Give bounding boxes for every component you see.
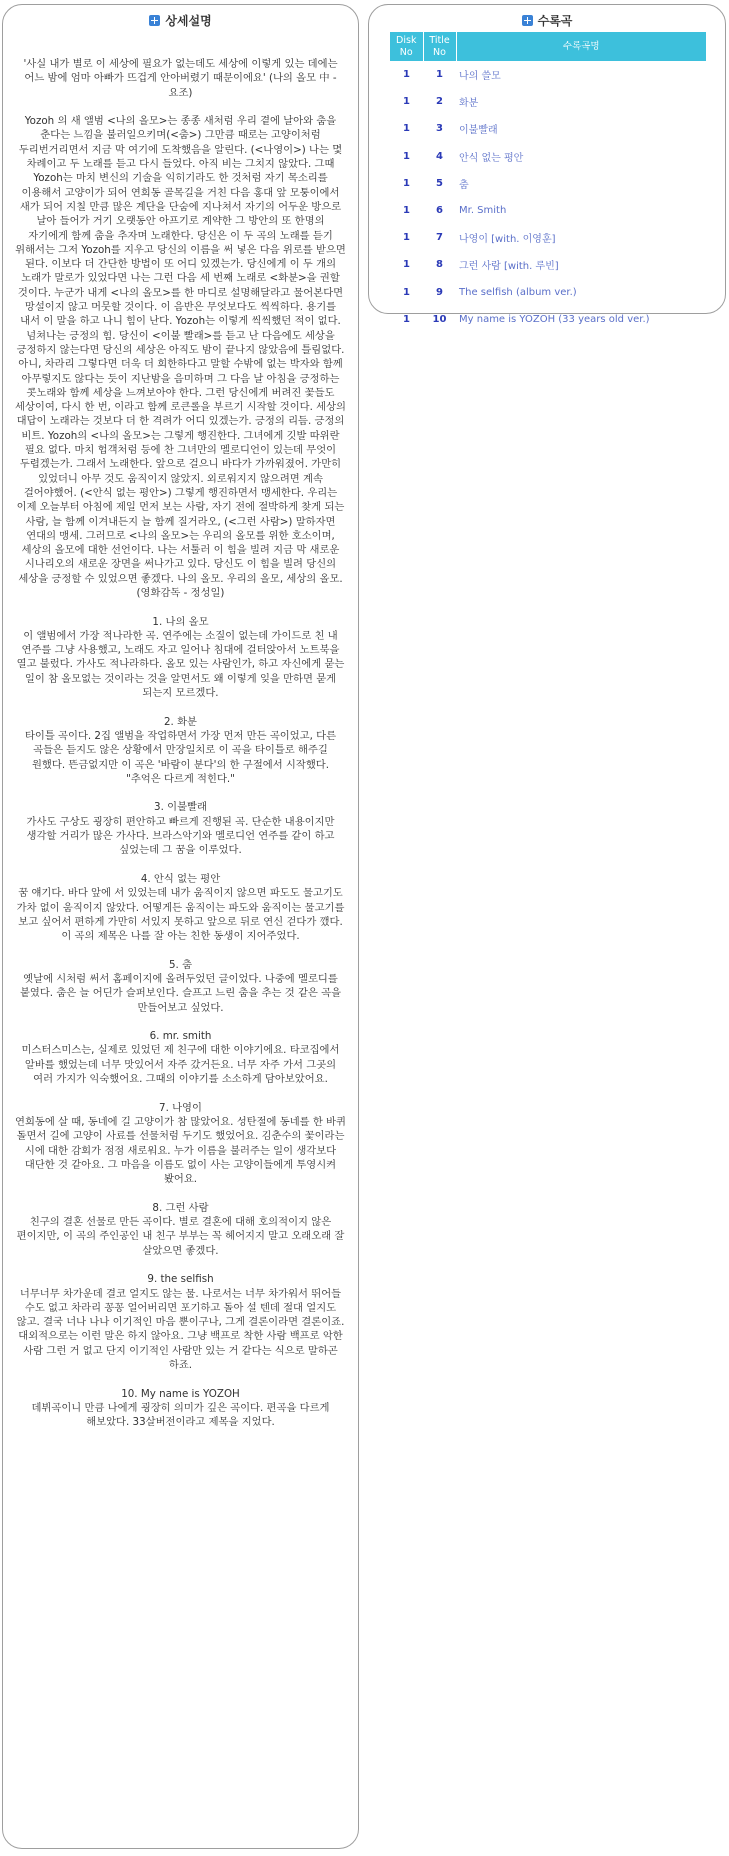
- track-row: [390, 88, 706, 115]
- track-title-no: 9: [436, 286, 443, 298]
- song-note-text: 옛날에 시처럼 써서 홈페이지에 올려두었던 글이었다. 나중에 멜로디를 붙였다. 춤은 늘 어딘가 슬퍼보인다. 슬프고 느린 춤을 추는 것 같은 곡을 만들어보고 싶었다.: [19, 973, 342, 1014]
- plus-square-icon: [149, 15, 160, 26]
- song-note-text: 미스터스미스는, 실제로 있었던 제 친구에 대한 이야기에요. 타코집에서 알바를 했었는데 너무 맛있어서 자주 갔거든요. 너무 자주 가서 그곳의 여러 가지가 익숙했어요. 그때의 이야기를 소소하게 담아보았어요.: [21, 1044, 340, 1086]
- tracklist-table: [390, 32, 706, 333]
- tracklist-header: [369, 12, 725, 30]
- description-title: 상세설명: [165, 14, 212, 28]
- track-row: [390, 115, 706, 142]
- description-intro: '사실 내가 별로 이 세상에 필요가 없는데도 세상에 이렇게 있는 데에는 어느 밤에 엄마 아빠가 뜨겁게 안아버렸기 때문이에요' (나의 올모 中 - 요조): [23, 58, 338, 99]
- tracklist-header-row: [390, 32, 706, 61]
- track-row: [390, 170, 706, 197]
- track-name-link[interactable]: 화분: [459, 98, 479, 110]
- song-note-title: 4. 안식 없는 평안: [140, 872, 221, 885]
- track-name-link[interactable]: The selfish (album ver.): [459, 286, 577, 298]
- track-disk-no: 1: [403, 96, 410, 108]
- track-disk-no: 1: [403, 259, 410, 271]
- track-row: [390, 251, 706, 278]
- description-text: [15, 57, 346, 1430]
- track-row: [390, 61, 706, 88]
- tracklist-panel: [368, 4, 726, 325]
- track-row: [390, 197, 706, 224]
- track-title-no: 1: [436, 69, 443, 81]
- track-title-no: 2: [436, 96, 443, 108]
- track-row: [390, 224, 706, 251]
- song-note-title: 8. 그런 사람: [152, 1201, 209, 1214]
- song-note-title: 10. My name is YOZOH: [121, 1387, 240, 1400]
- track-name-link[interactable]: 안식 없는 평안: [459, 152, 524, 164]
- track-name-link[interactable]: My name is YOZOH (33 years old ver.): [459, 313, 650, 325]
- track-disk-no: 1: [403, 69, 410, 81]
- track-row: [390, 143, 706, 170]
- track-name-link[interactable]: 나영이 [with. 이영훈]: [459, 234, 556, 246]
- song-note-title: 1. 나의 올모: [152, 615, 209, 628]
- song-note-text: 너무너무 차가운데 결코 얼지도 않는 물. 나로서는 너무 차가워서 뛰어들 수도 없고 차라리 꽁꽁 얼어버리면 포기하고 돌아 설 텐데 절대 얼지도 않고. 결국 너나 나나 이기적인 마음 뿐이구나, 그게 결론이라면 결론이죠. 대외적으로는 이런 말은 하지 않아요. 그냥 백프로 착한 사람 백프로 악한 사람 그런 거 없고 단지 이기적인 사람만 있는 거 같다는 식으로 말하곤 하죠.: [16, 1287, 345, 1372]
- song-note-text: 친구의 결혼 선물로 만든 곡이다. 별로 결혼에 대해 호의적이지 않은 편이지만, 이 곡의 주인공인 내 친구 부부는 꼭 헤어지지 말고 오래오래 잘 살았으면 좋겠다.: [16, 1216, 345, 1257]
- track-title-no: 6: [436, 205, 443, 217]
- description-panel: [2, 4, 359, 1849]
- track-title-no: 4: [436, 150, 443, 162]
- track-row: [390, 279, 706, 306]
- song-note-title: 6. mr. smith: [149, 1030, 212, 1043]
- track-disk-no: 1: [403, 232, 410, 244]
- track-title-no: 8: [436, 259, 443, 271]
- song-note-title: 3. 이불빨래: [154, 801, 207, 814]
- track-name-link[interactable]: Mr. Smith: [459, 205, 507, 217]
- track-disk-no: 1: [403, 123, 410, 135]
- song-note-text: 데뷔곡이니 만큼 나에게 굉장히 의미가 깊은 곡이다. 편곡을 다르게 해보았다. 33살버전이라고 제목을 지었다.: [31, 1401, 330, 1429]
- song-note-text: 타이틀 곡이다. 2집 앨범을 작업하면서 가장 먼저 만든 곡이었고, 다른 곡들은 듣지도 않은 상황에서 만장일치로 이 곡을 타이틀로 해주길 원했다. 뜬금없지만 이 곡은 '바람이 분다'의 한 구절에서 시작했다. "추억은 다르게 적힌다.": [24, 729, 337, 785]
- description-review: Yozoh 의 새 앨범 <나의 올모>는 종종 새처럼 우리 곁에 날아와 춤을 춘다는 느낌을 불러일으키며(<춤>) 그만큼 때로는 고양이처럼 두리번거리면서 지금 막 여기에 도착했음을 알린다. (<나영이>) 나는 몇 차례이고 두 노래를 듣고 다시 들었다. 아직 비는 그치지 않았다. 그때 Yozoh는 마치 변신의 기술을 익히기라도 한 것처럼 자기 목소리를 이용해서 고양이가 되어 연희동 골목길을 거친 다음 홍대 앞 모퉁이에서 새가 되어 지칠 만큼 많은 계단을 단숨에 지나쳐서 자기의 어두운 방으로 날아 들어가 거기 오랫동안 아프기로 계약한 그 방안의 또 한명의 자기에게 함께 춤을 추자며 노래한다. 당신은 이 두 곡의 노래를 듣기 위해서는 그저 Yozoh를 지우고 당신의 이름을 써 넣은 다음 위로를 받으면 된다. 이보다 더 간단한 방법이 또 어디 있겠는가. 당신에게 이 두 개의 노래가 말로가 있었다면 나는 그런 다음 세 번째 노래로 <화분>을 권할 것이다. 누군가 내게 <나의 올모>를 한 마디로 설명해달라고 물어본다면 망설이지 않고 머뭇할 것이다. 이 음반은 무엇보다도 씩씩하다. 용기를 내서 이 말을 하고 나니 힘이 난다. Yozoh는 이렇게 씩씩했던 적이 없다. 넘쳐나는 긍정의 힘. 당신이 <이불 빨래>를 듣고 난 다음에도 세상을 긍정하지 않는다면 당신의 세상은 아직도 밤이 끝나지 않았음에 틀림없다. 아니, 차라리 그렇다면 더욱 더 희한하다고 말할 수밖에 없는 박자와 함께 아무렇지도 않다는 듯이 지난밤을 음미하며 그 다음 날 아침을 긍정하는 콧노래와 함께 세상을 느껴보아야 한다. 그런 당신에게 버려진 꽃들도 세상이여, 다시 한 번, 이라고 함께 로큰롤을 부르기 시작할 것이다. 세상의 대답이 노래라는 것보다 더 한 격려가 어디 있겠는가. 긍정의 리듬. 긍정의 비트. Yozoh의 <나의 올모>는 그렇게 행진한다. 그녀에게 깃발 따위란 필요 없다. 마치 헙객처럼 등에 찬 그녀만의 멜로디언이 있는데 무엇이 두렵겠는가. 그래서 노래한다. 앞으로 걸으니 바다가 가까워졌어. 가만히 있었더니 아무 것도 움직이지 않았지. 외로워지지 않으려면 계속 걸어야했어. (<안식 없는 평안>) 그렇게 행진하면서 맹세한다. 우리는 이제 오늘부터 아침에 제일 먼저 보는 사람, 자기 전에 절박하게 찾게 되는 사람, 늘 함께 이겨내든지 늘 함께 질거라오, (<그런 사람>) 말하자면 연대의 맹세. 그러므로 <나의 올모>는 우리의 올모를 위한 호소이며, 세상의 올모에 대한 선언이다. 나는 서툴러 이 힘을 빌려 지금 막 새로운 시나리오의 새로운 장면을 써나가고 있다. 당신도 이 힘을 빌려 당신의 세상을 긍정할 수 있었으면 좋겠다. 나의 올모. 우리의 올모, 세상의 올모. (영화감독 - 정성일): [15, 115, 347, 599]
- song-notes: [15, 615, 346, 1430]
- tracklist-body: [390, 61, 706, 333]
- track-disk-no: 1: [403, 150, 410, 162]
- track-title-no: 7: [436, 232, 443, 244]
- song-note-title: 2. 화분: [164, 715, 197, 728]
- plus-square-icon: [522, 15, 533, 26]
- song-note-title: 7. 나영이: [159, 1101, 202, 1114]
- song-note-text: 꿈 얘기다. 바다 앞에 서 있었는데 내가 움직이지 않으면 파도도 물고기도 가차 없이 움직이지 않았다. 어떻게든 움직이는 파도와 움직이는 물고기를 보고 싶어서 편하게 가만히 서있지 못하고 앞으로 뒤로 연신 걷다가 깼다. 이 곡의 제목은 나를 잘 아는 친한 동생이 지어주었다.: [16, 887, 345, 943]
- track-title-no: 5: [436, 177, 443, 189]
- track-row: [390, 306, 706, 333]
- track-title-no: 3: [436, 123, 443, 135]
- track-name-link[interactable]: 나의 쓸모: [459, 71, 501, 83]
- column-disk-no: Disk No: [390, 32, 423, 61]
- track-disk-no: 1: [403, 177, 410, 189]
- song-note-text: 가사도 구상도 굉장히 편안하고 빠르게 진행된 곡. 단순한 내용이지만 생각할 거리가 많은 가사다. 브라스악기와 멜로디언 연주를 같이 하고 싶었는데 그 꿈을 이루었다.: [26, 815, 335, 857]
- track-name-link[interactable]: 그런 사람 [with. 루빈]: [459, 261, 559, 273]
- track-disk-no: 1: [403, 313, 410, 325]
- column-song-name: 수록곡명: [456, 32, 706, 61]
- track-name-link[interactable]: 이불빨래: [459, 125, 498, 137]
- song-note-text: 연희동에 살 때, 동네에 길 고양이가 참 많았어요. 성탄절에 동네를 한 바퀴 돌면서 길에 고양이 사료를 선물처럼 두기도 했었어요. 김춘수의 꽃이라는 시에 대한 감회가 점점 새로워요. 누가 이름을 불러주는 일이 생각보다 대단한 것 같아요. 그 마음을 이름도 없이 사는 고양이들에게 투영시켜 봤어요.: [15, 1115, 347, 1186]
- track-disk-no: 1: [403, 205, 410, 217]
- song-note-title: 5. 춤: [168, 958, 193, 971]
- song-note-title: 9. the selfish: [147, 1273, 214, 1286]
- track-name-link[interactable]: 춤: [459, 179, 469, 191]
- song-note-text: 이 앨범에서 가장 적나라한 곡. 연주에는 소질이 없는데 가이드로 친 내 연주를 그냥 사용했고, 노래도 자고 일어나 침대에 걸터앉아서 노트북을 열고 불렀다. 가사도 적나라하다. 올모 있는 사람인가, 하고 자신에게 묻는 일이 참 올모없는 것이라는 것을 알면서도 왜 이렇게 잊을 만하면 묻게 되는지 모르겠다.: [16, 629, 345, 700]
- tracklist-title: 수록곡: [537, 14, 573, 28]
- track-title-no: 10: [432, 313, 447, 325]
- column-title-no: Title No: [423, 32, 456, 61]
- description-header: [3, 12, 358, 30]
- track-disk-no: 1: [403, 286, 410, 298]
